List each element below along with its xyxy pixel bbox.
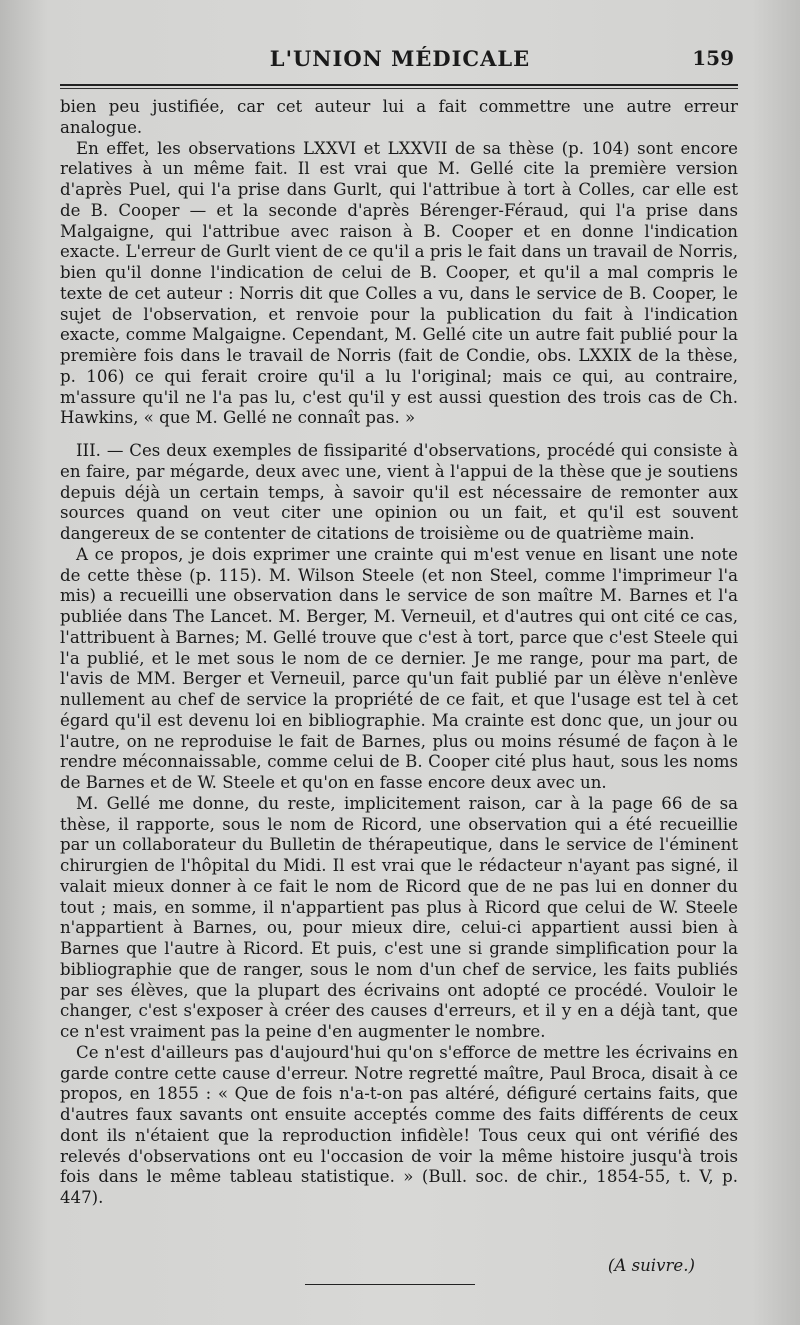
footer-rule xyxy=(305,1284,475,1285)
page-header xyxy=(62,46,738,76)
page-number: 159 xyxy=(692,46,734,70)
body-text xyxy=(60,97,738,1209)
paragraph-1: bien peu justifiée, car cet auteur lui a fait commettre une autre erreur analogue. xyxy=(60,97,738,137)
header-rule xyxy=(60,84,738,89)
paragraph-6: Ce n'est d'ailleurs pas d'aujourd'hui qu'on s'efforce de mettre les écrivains en garde contre cette cause d'erreur. Notre regretté maître, Paul Broca, disait à ce propos, en 1855 : « Que de fois n'a-t-on pas altéré, défiguré certains faits, que d'autres faux savants ont ensuite acceptés comme des faits différents de ceux dont ils n'étaient que la reproduction infidèle! Tous ceux qui ont vérifié des relevés d'observations ont eu l'occasion de voir la même histoire jusqu'à trois fois dans le même tableau statistique. » (Bull. soc. de chir., 1854-55, t. V, p. 447). xyxy=(60,1042,738,1207)
paragraph-3: III. — Ces deux exemples de fissiparité d'observations, procédé qui consiste à en faire, par mégarde, deux avec une, vient à l'appui de la thèse que je soutiens depuis déjà un certain temps, à savoir qu'il est nécessaire de remonter aux sources quand on veut citer une opinion ou un fait, et qu'il est souvent dangereux de se contenter de citations de troisième ou de quatrième main. xyxy=(60,441,738,543)
paragraph-2: En effet, les observations LXXVI et LXXVII de sa thèse (p. 104) sont encore relatives à un même fait. Il est vrai que M. Gellé cite la première version d'après Puel, qui l'a prise dans Gurlt, qui l'attribue à tort à Colles, car elle est de B. Cooper — et la seconde d'après Bérenger-Féraud, qui l'a prise dans Malgaigne, qui l'attribue avec raison à B. Cooper et en donne l'indication exacte. L'erreur de Gurlt vient de ce qu'il a pris le fait dans un travail de Norris, bien qu'il donne l'indication de celui de B. Cooper, et qu'il a mal compris le texte de cet auteur : Norris dit que Colles a vu, dans le service de B. Cooper, le sujet de l'observation, et renvoie pour la publication du fait à l'indication exacte, comme Malgaigne. Cependant, M. Gellé cite un autre fait publié pour la première fois dans le travail de Norris (fait de Condie, obs. LXXIX de la thèse, p. 106) ce qui ferait croire qu'il a lu l'original; mais ce qui, au contraire, m'assure qu'il ne l'a pas lu, c'est qu'il y est aussi question des trois cas de Ch. Hawkins, « que M. Gellé ne connaît pas. » xyxy=(60,138,738,428)
paragraph-4: A ce propos, je dois exprimer une crainte qui m'est venue en lisant une note de cette thèse (p. 115). M. Wilson Steele (et non Steel, comme l'imprimeur l'a mis) a recueilli une observation dans le service de son maître M. Barnes et l'a publiée dans The Lancet. M. Berger, M. Verneuil, et d'autres qui ont cité ce cas, l'attribuent à Barnes; M. Gellé trouve que c'est à tort, parce que c'est Steele qui l'a publié, et le met sous le nom de ce dernier. Je me range, pour ma part, de l'avis de MM. Berger et Verneuil, parce qu'un fait publié par un élève n'enlève nullement au chef de service la propriété de ce fait, et que l'usage est tel à cet égard qu'il est devenu loi en bibliographie. Ma crainte est donc que, un jour ou l'autre, on ne reproduise le fait de Barnes, plus ou moins résumé de façon à le rendre méconnaissable, comme celui de B. Cooper cité plus haut, sous les noms de Barnes et de W. Steele et qu'on en fasse encore deux avec un. xyxy=(60,544,738,792)
journal-title: L'UNION MÉDICALE xyxy=(269,46,531,71)
paragraph-5: M. Gellé me donne, du reste, implicitement raison, car à la page 66 de sa thèse, il rapporte, sous le nom de Ricord, une observation qui a été recueillie par un collaborateur du Bulletin de thérapeutique, dans le service de l'éminent chirurgien de l'hôpital du Midi. Il est vrai que le rédacteur n'ayant pas signé, il valait mieux donner à ce fait le nom de Ricord que de ne pas lui en donner du tout ; mais, en somme, il n'appartient pas plus à Ricord que celui de W. Steele n'appartient à Barnes, ou, pour mieux dire, celui-ci appartient aussi bien à Barnes que l'autre à Ricord. Et puis, c'est une si grande simplification pour la bibliographie que de ranger, sous le nom d'un chef de service, les faits publiés par ses élèves, que la plupart des écrivains ont adopté ce procédé. Vouloir le changer, c'est s'exposer à créer des causes d'erreurs, et il y en a déjà tant, que ce n'est vraiment pas la peine d'en augmenter le nombre. xyxy=(60,793,738,1041)
to-be-continued: (A suivre.) xyxy=(607,1256,695,1275)
